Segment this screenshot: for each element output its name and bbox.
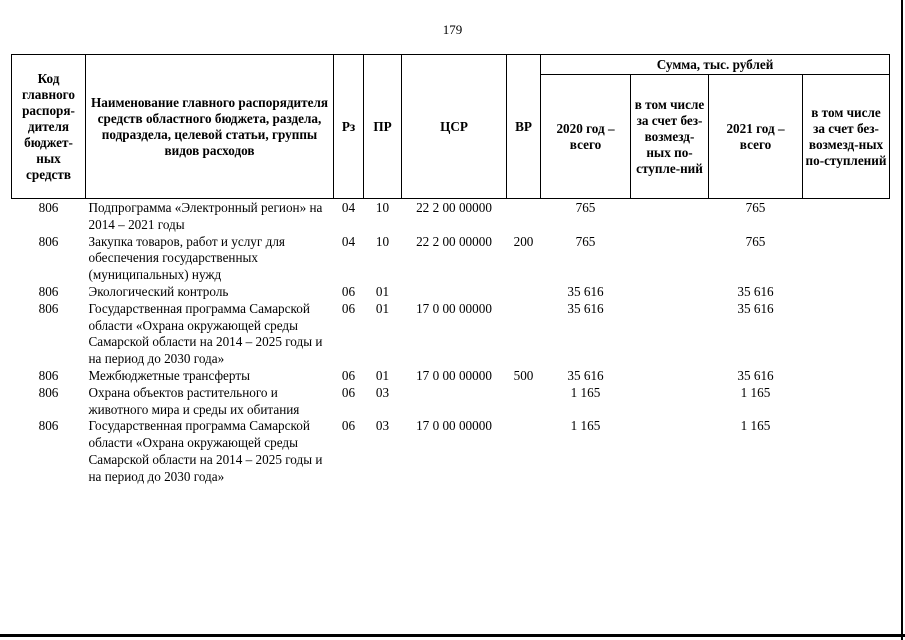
cell-2020-total: 765 — [575, 233, 596, 249]
bottom-border — [0, 634, 905, 637]
cell-csr: 17 0 00 00000 — [416, 300, 492, 316]
cell-pr: 01 — [375, 283, 390, 299]
table-row — [12, 418, 890, 485]
cell-csr: 22 2 00 00000 — [416, 233, 492, 249]
cell-rz: 06 — [341, 300, 356, 316]
cell-rz: 06 — [341, 367, 356, 383]
cell-rz: 06 — [341, 418, 356, 434]
cell-2020-free — [631, 234, 709, 284]
cell-rz: 04 — [341, 233, 356, 249]
cell-2021-free — [803, 284, 890, 301]
cell-2021-free — [803, 199, 890, 234]
cell-2020-total: 1 165 — [570, 418, 601, 434]
cell-pr: 10 — [375, 233, 390, 249]
cell-2020-total: 35 616 — [567, 300, 604, 316]
cell-code: 806 — [38, 418, 59, 434]
cell-name: Государственная программа Самарской области «Охрана окружающей среды Самарской области на 2014 – 2025 годы и на период до 2030 года» — [88, 418, 323, 484]
cell-2020-free — [631, 418, 709, 485]
cell-csr: 17 0 00 00000 — [416, 367, 492, 383]
cell-csr: 17 0 00 00000 — [416, 418, 492, 434]
cell-2021-total: 765 — [745, 233, 766, 249]
cell-rz: 06 — [341, 283, 356, 299]
header-2020-free: в том числе за счет без-возмезд-ных по-ступле-ний — [631, 75, 709, 199]
cell-2021-free — [803, 385, 890, 419]
cell-vr — [507, 199, 541, 234]
cell-2020-total: 1 165 — [570, 384, 601, 400]
cell-vr: 500 — [513, 367, 534, 383]
cell-2020-free — [631, 199, 709, 234]
cell-rz: 04 — [341, 200, 356, 215]
table-row — [12, 368, 890, 385]
header-sum-group: Сумма, тыс. рублей — [541, 55, 890, 75]
cell-code: 806 — [38, 384, 59, 400]
cell-name: Государственная программа Самарской области «Охрана окружающей среды Самарской области на 2014 – 2025 годы и на период до 2030 года» — [88, 300, 323, 367]
cell-csr — [402, 385, 507, 419]
cell-pr: 10 — [375, 200, 390, 215]
cell-2021-total: 1 165 — [740, 384, 771, 400]
cell-2020-free — [631, 368, 709, 385]
header-pr: ПР — [364, 55, 402, 199]
cell-2021-free — [803, 418, 890, 485]
cell-code: 806 — [38, 300, 59, 316]
table-row — [12, 301, 890, 368]
cell-vr — [507, 301, 541, 368]
cell-csr — [402, 284, 507, 301]
cell-2020-total: 35 616 — [567, 283, 604, 299]
header-vr: ВР — [507, 55, 541, 199]
header-rz: Рз — [334, 55, 364, 199]
page-number: 179 — [442, 22, 463, 37]
cell-vr — [507, 385, 541, 419]
cell-pr: 03 — [375, 384, 390, 400]
cell-pr: 01 — [375, 367, 390, 383]
cell-code: 806 — [38, 233, 59, 249]
header-2021-total: 2021 год – всего — [709, 75, 803, 199]
budget-table — [11, 54, 890, 486]
cell-2021-free — [803, 301, 890, 368]
cell-code: 806 — [38, 283, 59, 299]
cell-rz: 06 — [341, 384, 356, 400]
table-body — [12, 199, 890, 486]
cell-2021-total: 35 616 — [737, 283, 774, 299]
cell-name: Межбюджетные трансферты — [88, 367, 250, 383]
table-row — [12, 199, 890, 234]
table-row — [12, 385, 890, 419]
cell-vr — [507, 418, 541, 485]
cell-2020-free — [631, 284, 709, 301]
cell-2020-free — [631, 385, 709, 419]
cell-2020-total: 765 — [575, 200, 596, 215]
cell-2021-total: 1 165 — [740, 418, 771, 434]
cell-name: Охрана объектов растительного и животного мира и среды их обитания — [88, 384, 300, 417]
cell-csr: 22 2 00 00000 — [416, 200, 492, 215]
cell-2021-total: 35 616 — [737, 367, 774, 383]
table-row — [12, 284, 890, 301]
cell-2021-free — [803, 234, 890, 284]
header-name: Наименование главного распорядителя средств областного бюджета, раздела, подраздела, целевой статьи, группы видов расходов — [86, 55, 334, 199]
header-2020-total: 2020 год – всего — [541, 75, 631, 199]
cell-2020-free — [631, 301, 709, 368]
cell-2021-total: 35 616 — [737, 300, 774, 316]
cell-2021-free — [803, 368, 890, 385]
header-2021-free: в том числе за счет без-возмезд-ных по-ступлений — [803, 75, 890, 199]
cell-vr — [507, 284, 541, 301]
cell-name: Подпрограмма «Электронный регион» на 2014 – 2021 годы — [88, 200, 323, 232]
header-csr: ЦСР — [402, 55, 507, 199]
cell-code: 806 — [38, 367, 59, 383]
cell-pr: 01 — [375, 300, 390, 316]
cell-pr: 03 — [375, 418, 390, 434]
table-row — [12, 234, 890, 284]
cell-2021-total: 765 — [745, 200, 766, 215]
cell-2020-total: 35 616 — [567, 367, 604, 383]
cell-name: Экологический контроль — [88, 283, 229, 299]
right-border — [901, 0, 903, 640]
cell-code: 806 — [38, 200, 59, 215]
header-code: Код главного распоря-дителя бюджет-ных средств — [12, 55, 86, 199]
cell-vr: 200 — [513, 233, 534, 249]
cell-name: Закупка товаров, работ и услуг для обеспечения государственных (муниципальных) нужд — [88, 233, 285, 283]
